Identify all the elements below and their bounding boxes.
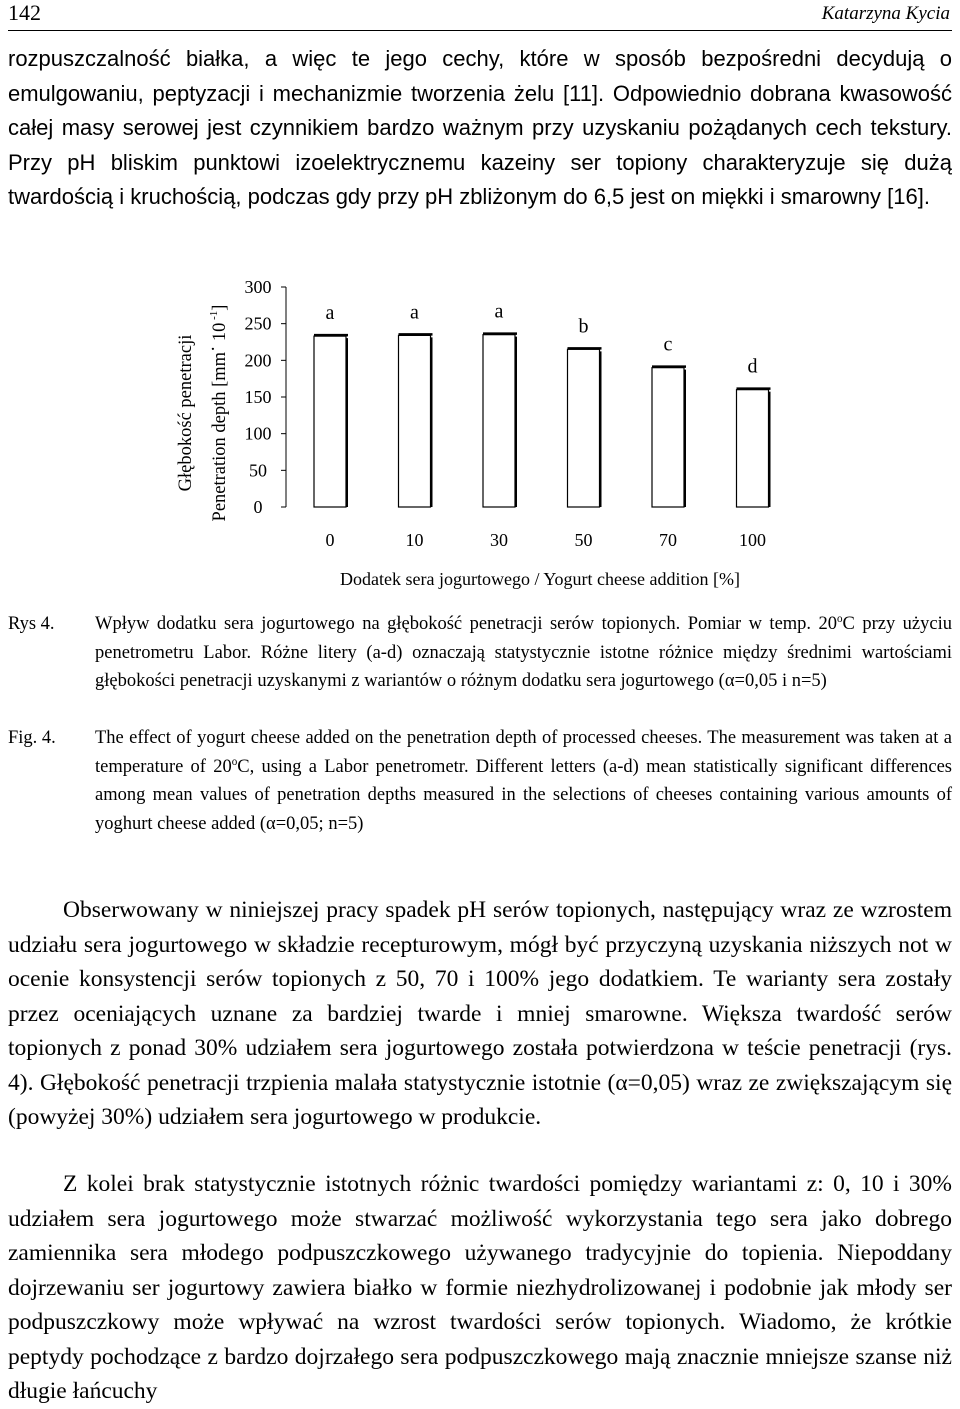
bar — [483, 335, 515, 507]
x-axis-label: Dodatek sera jogurtowego / Yogurt cheese addition [%] — [340, 569, 740, 589]
significance-letter: d — [747, 355, 758, 378]
y-tick-label: 200 — [244, 350, 272, 371]
x-tick-label: 100 — [739, 530, 766, 550]
y-tick-label: 0 — [253, 497, 263, 517]
significance-letter: b — [578, 315, 589, 338]
caption-text-en: The effect of yogurt cheese added on the penetration depth of processed cheeses. The measurement was taken at a temperature of 20$^o$C, using a Labor penetrometr. Different letters (a-d) mean statistically significant differences among mean values of penetration depths measured in the selections of cheeses containing various amounts of yoghurt cheese added (α=0,05; n=5) — [95, 728, 952, 834]
running-author: Katarzyna Kycia — [821, 3, 950, 24]
y-tick-label: 300 — [244, 277, 272, 297]
page-header — [8, 0, 952, 31]
bar — [737, 390, 769, 507]
y-axis-label-pl: Głębokość penetracji — [176, 334, 196, 492]
x-tick-label: 0 — [325, 530, 335, 550]
page-number: 142 — [8, 0, 41, 25]
y-tick-label: 250 — [244, 313, 272, 334]
penetration-chart — [150, 265, 810, 595]
paragraph-discussion-2: Z kolei brak statystycznie istotnych różnic twardości pomiędzy wariantami z: 0, 10 i 30% udziałem sera jogurtowego może stwarzać możliwość wykorzystania tego sera jako dobrego zamiennika sera młodego podpuszczkowego używanego tradycyjnie do topienia. Niepoddany dojrzewaniu ser jogurtowy zawiera białko w formie niezhydrolizowanej i podobnie jak młody ser podpuszczkowy może wpływać na wzrost twardości serów topionych. Wiadomo, że krótkie peptydy pochodzące z bardzo dojrzałego sera podpuszczkowego mają znacznie mniejsze szanse niż długie łańcuchy — [8, 1171, 952, 1404]
caption-label-en: Fig. 4. — [8, 728, 56, 748]
paragraph-discussion-1: Obserwowany w niniejszej pracy spadek pH serów topionych, następujący wraz ze wzrostem udziału sera jogurtowego w składzie recepturowym, mógł być przyczyną uzyskania niższych not w ocenie konsystencji serów topionych z 50, 70 i 100% jego dodatkiem. Te warianty sera zostały przez oceniających uznane za bardziej twarde i mniej smarowne. Większa twardość serów topionych z ponad 30% udziałem sera jogurtowego została potwierdzona w teście penetracji (rys. 4). Głębokość penetracji trzpienia malała statystycznie istotnie (α=0,05) wraz ze zwiększającym się (powyżej 30%) udziałem sera jogurtowego w produkcie. — [8, 897, 952, 1130]
y-axis-label-en: Penetration depth [mm· 10 $^{-1}$] — [204, 304, 230, 522]
x-tick-label: 10 — [405, 530, 424, 550]
bar — [399, 335, 431, 507]
y-tick-label: 100 — [244, 423, 272, 444]
chart-canvas — [150, 265, 810, 595]
x-tick-label: 30 — [490, 530, 508, 550]
bar — [652, 368, 684, 507]
bar — [568, 349, 600, 507]
y-tick-label: 150 — [244, 387, 272, 407]
y-tick-label: 50 — [249, 460, 267, 481]
caption-label-pl: Rys 4. — [8, 614, 55, 634]
x-tick-label: 50 — [574, 530, 593, 550]
significance-letter: a — [410, 301, 419, 324]
x-tick-label: 70 — [659, 530, 677, 550]
bar — [314, 336, 346, 507]
significance-letter: a — [325, 302, 335, 325]
paragraph-intro: rozpuszczalność białka, a więc te jego cechy, które w sposób bezpośredni decydują o emulgowaniu, peptyzacji i mechanizmie tworzenia żelu [11]. Odpowiednio dobrana kwasowość całej masy serowej jest czynnikiem bardzo ważnym przy uzyskaniu pożądanych cech tekstury. Przy pH bliskim punktowi izoelektrycznemu kazeiny ser topiony charakteryzuje się dużą twardością i kruchością, podczas gdy przy pH zbliżonym do 6,5 jest on miękki i smarowny [16]. — [8, 46, 952, 209]
significance-letter: c — [663, 333, 673, 356]
significance-letter: a — [494, 300, 504, 323]
caption-text-pl: Wpływ dodatku sera jogurtowego na głębokość penetracji serów topionych. Pomiar w temp. 20$^o$C przy użyciu penetrometru Labor. Różne litery (a-d) oznaczają statystycznie istotne różnice między średnimi wartościami głębokości penetracji uzyskanymi z wariantów o różnym dodatku sera jogurtowego (α=0,05 i n=5) — [95, 612, 952, 691]
